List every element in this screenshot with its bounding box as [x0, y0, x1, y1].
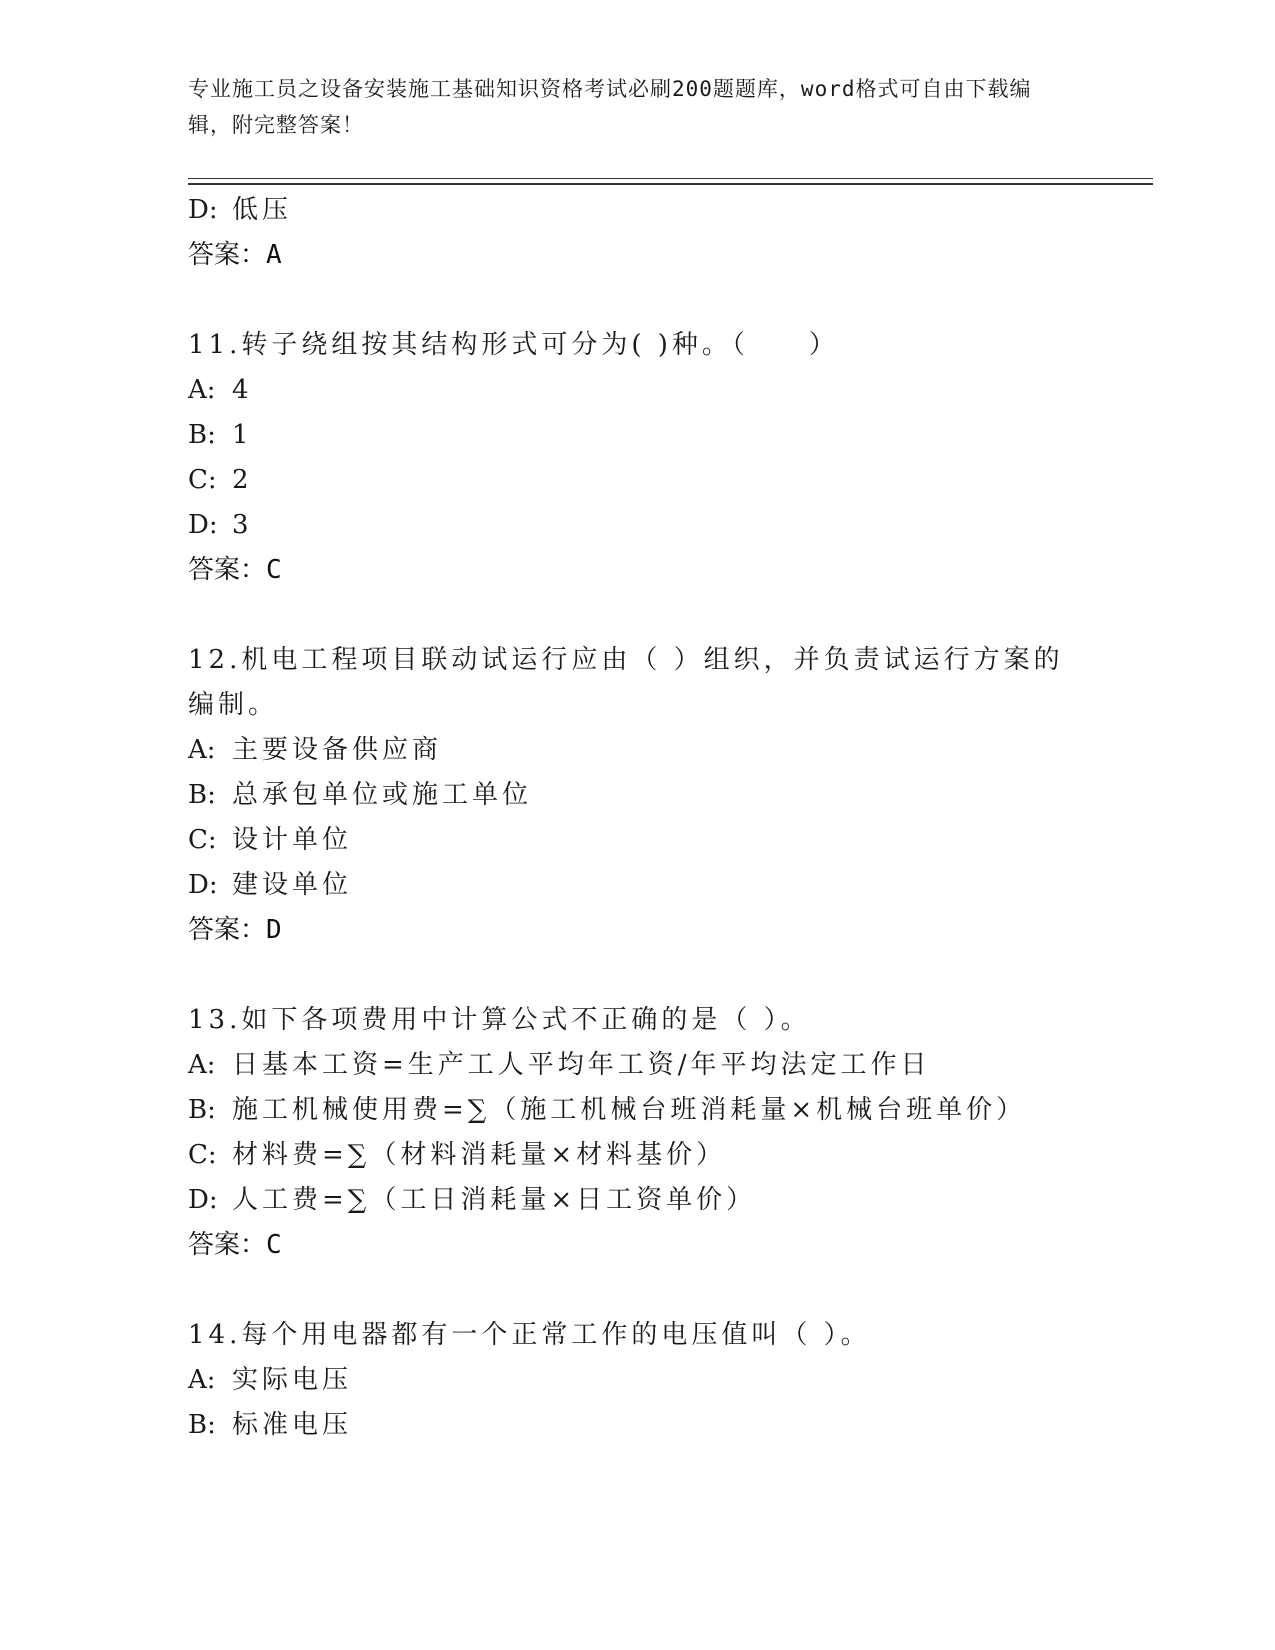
option-text: 建设单位 — [232, 870, 353, 900]
option-key: B: — [188, 420, 216, 450]
option-text: 施工机械使用费=∑（施工机械台班消耗量×机械台班单价） — [232, 1095, 1027, 1125]
header-divider-thick — [188, 183, 1153, 185]
option-line — [188, 1133, 1088, 1178]
option-key: D: — [188, 870, 218, 900]
option-text: 实际电压 — [232, 1365, 353, 1395]
option-line — [188, 1178, 1088, 1223]
option-line — [188, 728, 1088, 773]
option-line — [188, 1043, 1088, 1088]
option-key: A: — [188, 1050, 216, 1080]
option-text: 3 — [232, 510, 253, 540]
answer-line: 答案：C — [188, 555, 282, 585]
spacer — [188, 593, 1088, 638]
spacer — [188, 953, 1088, 998]
option-line — [188, 458, 1088, 503]
option-key: B: — [188, 1095, 216, 1125]
option-key: A: — [188, 735, 216, 765]
option-text: 1 — [232, 420, 253, 450]
option-line — [188, 1403, 1088, 1448]
option-line — [188, 818, 1088, 863]
option-key: D: — [188, 195, 218, 225]
option-key: D: — [188, 1185, 218, 1215]
spacer — [188, 1268, 1088, 1313]
option-text: 设计单位 — [232, 825, 353, 855]
answer-line: 答案：C — [188, 1230, 282, 1260]
spacer — [188, 278, 1088, 323]
option-key: B: — [188, 1410, 216, 1440]
option-key: C: — [188, 825, 217, 855]
question-title: 12.机电工程项目联动试运行应由（ ）组织，并负责试运行方案的编制。 — [188, 645, 1064, 720]
option-line — [188, 1358, 1088, 1403]
option-key: C: — [188, 1140, 217, 1170]
option-text: 主要设备供应商 — [232, 735, 443, 765]
option-key: A: — [188, 375, 216, 405]
option-line — [188, 1088, 1088, 1133]
answer-line: 答案：A — [188, 240, 282, 270]
option-line — [188, 368, 1088, 413]
option-text: 材料费=∑（材料消耗量×材料基价） — [232, 1140, 727, 1170]
option-key: B: — [188, 780, 216, 810]
option-line — [188, 413, 1088, 458]
option-text: 总承包单位或施工单位 — [232, 780, 533, 810]
document-header: 专业施工员之设备安装施工基础知识资格考试必刷200题题库，word格式可自由下载编辑，附完整答案！ — [188, 77, 1032, 137]
question-title: 13.如下各项费用中计算公式不正确的是（ ）。 — [188, 1005, 811, 1035]
question-title: 11.转子绕组按其结构形式可分为( )种。（ ） — [188, 330, 839, 360]
option-line — [188, 188, 1088, 233]
option-text: 日基本工资=生产工人平均年工资/年平均法定工作日 — [232, 1050, 931, 1080]
option-text: 标准电压 — [232, 1410, 353, 1440]
header-divider-thin — [188, 178, 1153, 179]
option-line — [188, 863, 1088, 908]
option-text: 2 — [232, 465, 253, 495]
option-key: A: — [188, 1365, 216, 1395]
answer-line: 答案：D — [188, 915, 282, 945]
option-text: 4 — [232, 375, 253, 405]
option-line — [188, 773, 1088, 818]
option-line — [188, 503, 1088, 548]
option-text: 人工费=∑（工日消耗量×日工资单价） — [232, 1185, 757, 1215]
option-key: C: — [188, 465, 217, 495]
option-key: D: — [188, 510, 218, 540]
question-list — [188, 188, 1088, 1448]
option-text: 低压 — [232, 195, 293, 225]
question-title: 14.每个用电器都有一个正常工作的电压值叫（ ）。 — [188, 1320, 871, 1350]
